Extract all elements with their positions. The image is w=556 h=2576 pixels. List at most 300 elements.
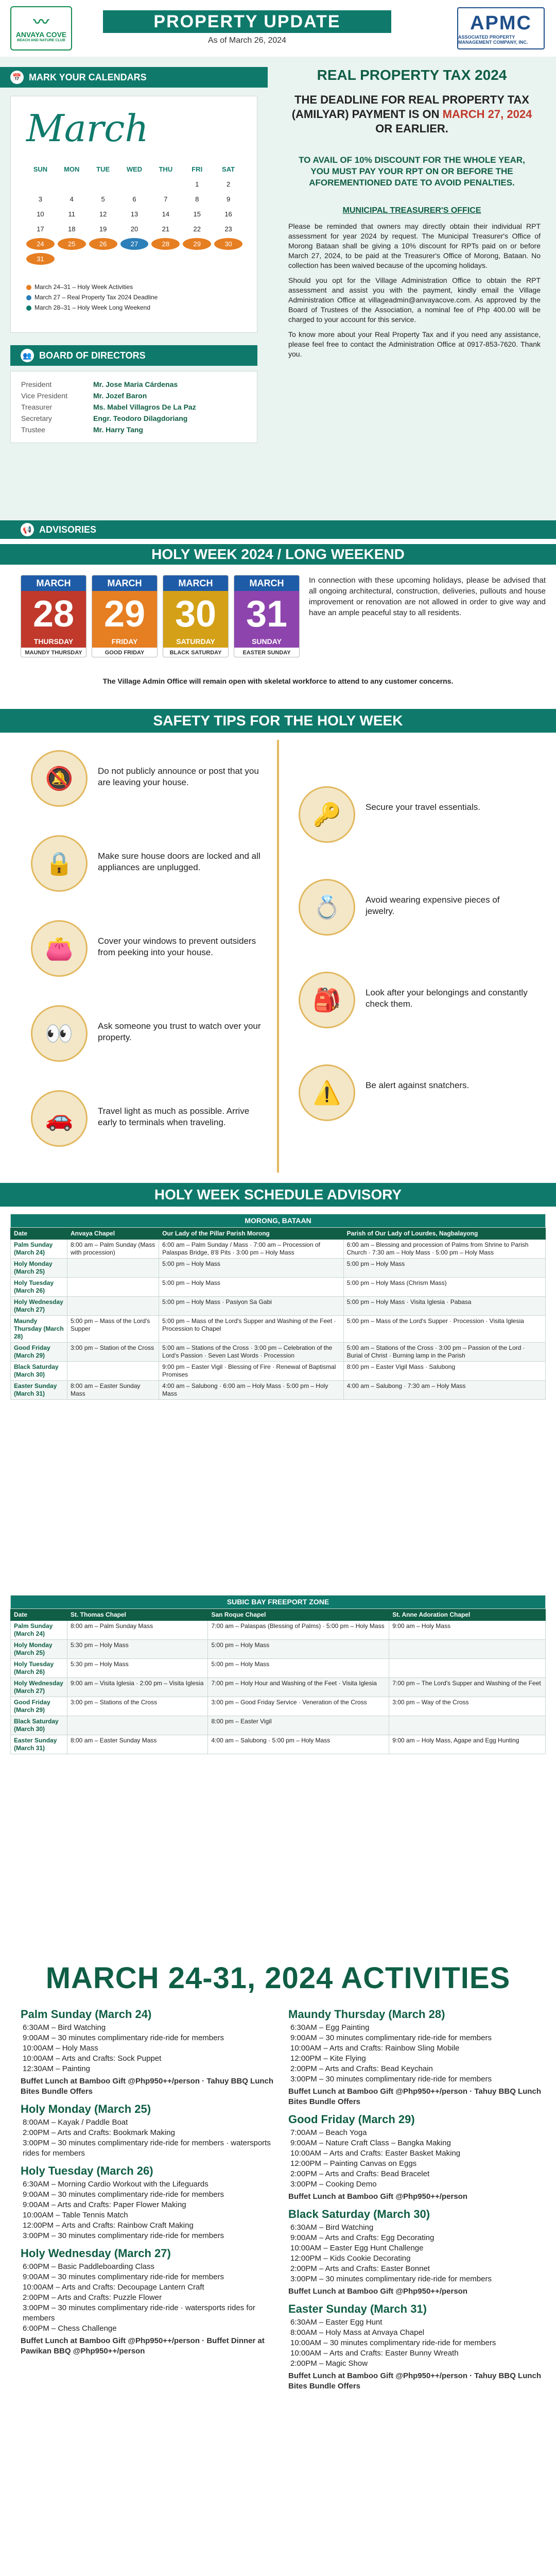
board-name: Engr. Teodoro Dilagdoriang	[93, 414, 188, 422]
board-role: President	[21, 380, 52, 388]
calendar-icon: 📅	[10, 71, 24, 84]
calendar-day: 2	[226, 180, 231, 188]
activity-item: 10:00AM – Arts and Crafts: Sock Puppet	[23, 2054, 162, 2063]
safety-tip-text: Secure your travel essentials.	[366, 802, 480, 812]
calendar-weekday: MON	[64, 165, 80, 173]
holy-day-tile	[92, 575, 158, 657]
calendar-day: 16	[224, 210, 232, 218]
activity-item: 9:00AM – Arts and Crafts: Paper Flower Making	[23, 2200, 186, 2209]
board-band: 👥 BOARD OF DIRECTORS	[10, 345, 257, 366]
table-location-row	[11, 1214, 546, 1228]
tile-month: MARCH	[163, 575, 228, 591]
table-row	[11, 1316, 546, 1343]
activity-item: 2:00PM – Arts and Crafts: Bookmark Making	[23, 2128, 175, 2137]
activity-item: 6:30AM – Bird Watching	[23, 2023, 106, 2032]
calendar-day: 31	[26, 253, 55, 265]
calendar-day	[120, 178, 149, 190]
calendar-day: 25	[58, 238, 86, 250]
table-location: SUBIC BAY FREEPORT ZONE	[11, 1596, 546, 1609]
table-date: Easter Sunday (March 31)	[11, 1735, 67, 1754]
calendar-weekday: FRI	[192, 165, 203, 173]
page-title: PROPERTY UPDATE	[103, 10, 391, 33]
table-row	[11, 1381, 546, 1400]
calendar-day	[151, 253, 180, 265]
table-row	[11, 1621, 546, 1640]
board-name: Mr. Jose Maria Cárdenas	[93, 380, 178, 388]
activity-item: 12:00PM – Kite Flying	[290, 2054, 366, 2063]
people-icon: 👥	[21, 349, 34, 362]
calendar-day	[26, 178, 55, 190]
table-date: Holy Wednesday (March 27)	[11, 1297, 67, 1316]
calendar-day: 10	[37, 210, 44, 218]
table-header-row	[11, 1609, 546, 1621]
board-role: Vice President	[21, 392, 68, 400]
table-row	[11, 1678, 546, 1697]
tile-day-number: 31	[246, 594, 288, 635]
safety-tip-text: Be alert against snatchers.	[366, 1080, 470, 1090]
table-cell: 5:00 pm – Mass of the Lord's Supper · Procession · Visita Iglesia	[343, 1316, 545, 1343]
activity-item: 9:00AM – Arts and Crafts: Egg Decorating	[290, 2233, 435, 2242]
activity-item: 10:00AM – 30 minutes complimentary ride-ride for members	[290, 2338, 496, 2347]
table-cell: 5:00 pm – Holy Mass	[208, 1659, 389, 1678]
board-member	[21, 379, 247, 390]
activity-item: 12:00PM – Kids Cookie Decorating	[290, 2254, 411, 2263]
table-header: Date	[11, 1228, 67, 1240]
safety-tip	[0, 830, 260, 892]
table-location: MORONG, BATAAN	[11, 1214, 546, 1228]
table-cell: 8:00 am – Palm Sunday (Mass with procession)	[67, 1240, 159, 1259]
table-date: Holy Tuesday (March 26)	[11, 1278, 67, 1297]
tile-day-number: 30	[175, 594, 217, 635]
calendar-day	[58, 178, 86, 190]
table-cell: 5:00 am – Stations of the Cross · 3:00 pm – Passion of the Lord · Burial of Christ · Burning lamp in the Parish	[343, 1343, 545, 1362]
holy-week-title: HOLY WEEK 2024 / LONG WEEKEND	[0, 544, 556, 565]
anvaya-logo: 〰 ANVAYA COVE BEACH AND NATURE CLUB	[10, 6, 72, 50]
calendar-day: 21	[162, 225, 170, 233]
board-role: Treasurer	[21, 403, 53, 411]
holy-week-note: The Village Admin Office will remain open with skeletal workforce to attend to any customer concerns.	[102, 677, 454, 685]
calendar-day	[89, 178, 117, 190]
table-date: Maundy Thursday (March 28)	[11, 1316, 67, 1343]
table-row	[11, 1735, 546, 1754]
activity-item: 3:00PM – Cooking Demo	[290, 2180, 377, 2189]
calendar-legend-item	[26, 302, 242, 313]
table-date: Holy Monday (March 25)	[11, 1640, 67, 1659]
activity-item: 6:00PM – Chess Challenge	[23, 2324, 117, 2333]
activity-day-title: Holy Monday (March 25)	[21, 2103, 151, 2115]
wallet-icon: 👛	[31, 920, 88, 977]
activity-item: 3:00PM – 30 minutes complimentary ride-ride for members · watersports rides for members	[23, 2139, 271, 2158]
calendar-weekday: TUE	[96, 165, 110, 173]
table-cell: 5:30 pm – Holy Mass	[67, 1659, 208, 1678]
activity-item: 3:00PM – 30 minutes complimentary ride-ride · watersports rides for members	[23, 2303, 255, 2323]
table-cell: 3:00 pm – Way of the Cross	[389, 1697, 546, 1716]
safety-tip-text: Ask someone you trust to watch over your property.	[98, 1021, 261, 1042]
activities-section	[0, 1956, 556, 2576]
table-cell: 5:00 pm – Holy Mass · Visita Iglesia · Pabasa	[343, 1297, 545, 1316]
activity-item: 6:30AM – Easter Egg Hunt	[290, 2318, 383, 2327]
activity-item: 6:30AM – Bird Watching	[290, 2223, 374, 2232]
calendar-day: 22	[193, 225, 201, 233]
calendar-day: 27	[120, 238, 149, 250]
safety-tip	[0, 745, 259, 807]
apmc-logo: APMC ASSOCIATED PROPERTY MANAGEMENT COMPANY, INC.	[457, 7, 545, 49]
activity-item: 7:00AM – Beach Yoga	[290, 2128, 367, 2137]
board-role: Secretary	[21, 414, 52, 422]
lock-icon: 🔒	[31, 835, 88, 892]
activity-item: 2:00PM – Arts and Crafts: Puzzle Flower	[23, 2293, 162, 2302]
legend-dot-icon	[26, 306, 31, 311]
subic-schedule-table	[10, 1595, 546, 1754]
tile-month: MARCH	[21, 575, 86, 591]
activity-buffet: Buffet Lunch at Bamboo Gift @Php950++/person · Tahuy BBQ Lunch Bites Bundle Offers	[21, 2077, 274, 2096]
calendar-grid	[26, 163, 242, 265]
calendar-day	[120, 253, 149, 265]
table-cell: 7:00 am – Palaspas (Blessing of Palms) · 5:00 pm – Holy Mass	[208, 1621, 389, 1640]
tax-deadline: THE DEADLINE FOR REAL PROPERTY TAX (AMILYAR) PAYMENT IS ON MARCH 27, 2024 OR EARLIER.	[291, 93, 532, 135]
table-date: Black Saturday (March 30)	[11, 1716, 67, 1735]
legend-text: March 24–31 – Holy Week Activities	[34, 283, 133, 291]
tile-month: MARCH	[92, 575, 157, 591]
safety-tip	[0, 915, 256, 977]
holy-day-tile	[163, 575, 229, 657]
schedule-section	[0, 1183, 556, 1956]
activity-item: 2:00PM – Arts and Crafts: Bead Keychain	[290, 2064, 433, 2073]
table-cell: 8:00 am – Easter Sunday Mass	[67, 1381, 159, 1400]
table-cell: 6:00 am – Palm Sunday / Mass · 7:00 am – Procession of Palaspas Bridge, 8'8 Pits · 3:00 pm – Holy Mass	[159, 1240, 343, 1259]
calendar-day: 23	[224, 225, 232, 233]
calendar-day	[214, 253, 242, 265]
board-list	[10, 371, 257, 443]
activity-item: 6:00PM – Basic Paddleboarding Class	[23, 2262, 154, 2271]
tile-month: MARCH	[234, 575, 299, 591]
safety-tip	[299, 1059, 535, 1121]
table-row	[11, 1259, 546, 1278]
activities-right-column	[288, 2002, 546, 2392]
table-header: St. Thomas Chapel	[67, 1609, 208, 1621]
table-cell: 5:00 pm – Holy Mass	[159, 1278, 343, 1297]
table-cell: 8:00 am – Palm Sunday Mass	[67, 1621, 208, 1640]
table-cell: 9:00 am – Visita Iglesia · 2:00 pm – Visita Iglesia	[67, 1678, 208, 1697]
activity-item: 3:00PM – 30 minutes complimentary ride-ride for members	[23, 2231, 224, 2240]
table-date: Good Friday (March 29)	[11, 1343, 67, 1362]
table-cell: 5:00 pm – Mass of the Lord's Supper	[67, 1316, 159, 1343]
key-icon: 🔑	[299, 786, 355, 843]
table-cell: 8:00 am – Easter Sunday Mass	[67, 1735, 208, 1754]
morong-schedule-table	[10, 1214, 546, 1400]
board-name: Mr. Harry Tang	[93, 426, 143, 434]
table-cell: 9:00 am – Holy Mass	[389, 1621, 546, 1640]
table-date: Holy Monday (March 25)	[11, 1259, 67, 1278]
table-row	[11, 1278, 546, 1297]
table-cell: 5:00 pm – Holy Mass (Chrism Mass)	[343, 1278, 545, 1297]
activity-item: 9:00AM – 30 minutes complimentary ride-ride for members	[23, 2273, 224, 2281]
table-cell: 8:00 pm – Easter Vigil Mass · Salubong	[343, 1362, 545, 1381]
car-icon: 🚗	[31, 1090, 88, 1147]
safety-tip-text: Avoid wearing expensive pieces of jewelry.	[366, 895, 500, 916]
table-cell: 5:00 am – Stations of the Cross · 3:00 pm – Celebration of the Lord's Passion · Seven Last Words · Procession	[159, 1343, 343, 1362]
mark-calendar-band: 📅 MARK YOUR CALENDARS	[0, 67, 268, 88]
calendar-card	[10, 96, 257, 333]
activity-item: 8:00AM – Kayak / Paddle Boat	[23, 2118, 128, 2127]
safety-tip	[299, 781, 535, 843]
table-cell	[67, 1278, 159, 1297]
holy-week-section	[0, 539, 556, 709]
activity-item: 10:00AM – Arts and Crafts: Rainbow Sling Mobile	[290, 2044, 460, 2053]
tile-day-number: 29	[103, 594, 146, 635]
table-date: Holy Wednesday (March 27)	[11, 1678, 67, 1697]
table-cell	[389, 1640, 546, 1659]
calendar-weekday: SUN	[33, 165, 48, 173]
calendar-day: 8	[195, 195, 199, 203]
holy-day-tile	[21, 575, 86, 657]
legend-text: March 27 – Real Property Tax 2024 Deadline	[34, 294, 158, 301]
board-member	[21, 413, 247, 424]
activity-buffet: Buffet Lunch at Bamboo Gift @Php950++/person · Tahuy BBQ Lunch Bites Bundle Offers	[288, 2087, 542, 2106]
table-header: San Roque Chapel	[208, 1609, 389, 1621]
calendar-day: 30	[214, 238, 242, 250]
table-cell: 8:00 pm – Easter Vigil	[208, 1716, 389, 1735]
table-date: Easter Sunday (March 31)	[11, 1381, 67, 1400]
calendar-day: 15	[193, 210, 201, 218]
table-row	[11, 1240, 546, 1259]
tile-label: GOOD FRIDAY	[92, 648, 157, 657]
table-cell: 3:00 pm – Stations of the Cross	[67, 1697, 208, 1716]
calendar-day: 13	[130, 210, 138, 218]
safety-title: SAFETY TIPS FOR THE HOLY WEEK	[0, 709, 556, 733]
calendar-weekday: THU	[159, 165, 173, 173]
activity-item: 6:30AM – Morning Cardio Workout with the Lifeguards	[23, 2180, 208, 2189]
table-header: St. Anne Adoration Chapel	[389, 1609, 546, 1621]
tile-day-number: 28	[32, 594, 75, 635]
activity-item: 12:30AM – Painting	[23, 2064, 90, 2073]
table-header-row	[11, 1228, 546, 1240]
table-cell: 5:00 pm – Holy Mass	[159, 1259, 343, 1278]
activity-item: 9:00AM – 30 minutes complimentary ride-ride for members	[23, 2190, 224, 2199]
board-member	[21, 424, 247, 435]
table-cell	[67, 1259, 159, 1278]
table-date: Palm Sunday (March 24)	[11, 1621, 67, 1640]
tax-title: REAL PROPERTY TAX 2024	[317, 67, 507, 83]
calendar-day: 11	[68, 210, 76, 218]
schedule-title: HOLY WEEK SCHEDULE ADVISORY	[0, 1183, 556, 1207]
alert-icon: ⚠️	[299, 1064, 355, 1121]
table-date: Black Saturday (March 30)	[11, 1362, 67, 1381]
calendar-day: 26	[89, 238, 117, 250]
table-cell	[67, 1362, 159, 1381]
safety-tip	[299, 967, 535, 1028]
activity-item: 8:00AM – Holy Mass at Anvaya Chapel	[290, 2328, 425, 2337]
activity-item: 12:00PM – Painting Canvas on Eggs	[290, 2159, 417, 2168]
table-cell: 7:00 pm – Holy Hour and Washing of the Feet · Visita Iglesia	[208, 1678, 389, 1697]
activity-buffet: Buffet Lunch at Bamboo Gift @Php950++/person · Buffet Dinner at Pawikan BBQ @Php950++/person	[21, 2336, 265, 2355]
tax-discount-note: TO AVAIL OF 10% DISCOUNT FOR THE WHOLE YEAR, YOU MUST PAY YOUR RPT ON OR BEFORE THE AFOREMENTIONED DATE TO AVOID PENALTIES.	[299, 155, 525, 188]
calendar-month: March	[26, 107, 149, 150]
tile-label: BLACK SATURDAY	[163, 648, 228, 657]
legend-dot-icon	[26, 295, 31, 300]
calendar-legend	[26, 282, 242, 313]
calendar-day: 17	[37, 225, 44, 233]
header	[0, 0, 556, 57]
table-cell	[389, 1716, 546, 1735]
calendar-day	[151, 178, 180, 190]
tile-weekday: THURSDAY	[33, 637, 74, 646]
calendar-day: 5	[101, 195, 105, 203]
eye-icon: 👀	[31, 1005, 88, 1062]
board-role: Trustee	[21, 426, 45, 434]
tax-body: Please be reminded that owners may directly obtain their individual RPT assessment for year 2024 by request. The Municipal Treasurer's Office of Morong Bataan shall be giving a 10% discount for RPTs paid on or before March 27, 2024, to be paid at the Treasurer's Office of Morong, Bataan. No collection has been waived because of the upcoming holidays. Should you opt for the Village Administration Office to obtain the RPT assessment and assist you with the payment, kindly email the Village Administration Office at villageadmin@anvayacove.com. As approved by the Board of Trustees of the Association, a nominal fee of Php 400.00 will be charged to your account for this service. To know more about your Real Property Tax and if you need any assistance, please feel free to contact the Administration Office at 0917-853-7620. Thank you.	[288, 222, 541, 358]
table-row	[11, 1716, 546, 1735]
safety-tip	[0, 1000, 261, 1062]
calendar-day: 28	[151, 238, 180, 250]
activity-item: 2:00PM – Arts and Crafts: Bead Bracelet	[290, 2170, 430, 2178]
activities-title: MARCH 24-31, 2024 ACTIVITIES	[45, 1961, 511, 1995]
activity-item: 10:00AM – Holy Mass	[23, 2044, 98, 2053]
activity-day-title: Palm Sunday (March 24)	[21, 2008, 152, 2021]
holy-week-text: In connection with these upcoming holidays, please be advised that all ongoing architectural, construction, deliveries, pullouts and house improvement or renovation are not allowed in order to give way and have an ample peaceful stay to all residents.	[309, 576, 546, 617]
table-cell: 4:00 am – Salubong · 5:00 pm – Holy Mass	[208, 1735, 389, 1754]
table-row	[11, 1297, 546, 1316]
legend-dot-icon	[26, 285, 31, 290]
tile-weekday: FRIDAY	[111, 637, 138, 646]
activities-left-column	[21, 2002, 278, 2357]
megaphone-icon: 📢	[21, 523, 34, 536]
tile-label: MAUNDY THURSDAY	[21, 648, 86, 657]
table-row	[11, 1362, 546, 1381]
calendar-tax-section	[0, 57, 556, 520]
table-cell	[389, 1659, 546, 1678]
table-row	[11, 1659, 546, 1678]
tile-weekday: SATURDAY	[176, 637, 215, 646]
activity-day-title: Holy Tuesday (March 26)	[21, 2164, 153, 2177]
calendar-day: 1	[195, 180, 199, 188]
safety-divider	[277, 740, 279, 1173]
activity-day-title: Maundy Thursday (March 28)	[288, 2008, 445, 2021]
calendar-weekday: SAT	[222, 165, 235, 173]
table-cell: 5:00 pm – Holy Mass	[343, 1259, 545, 1278]
table-date: Palm Sunday (March 24)	[11, 1240, 67, 1259]
calendar-day: 19	[99, 225, 107, 233]
calendar-day: 18	[68, 225, 76, 233]
calendar-day	[183, 253, 211, 265]
calendar-weekday: WED	[126, 165, 143, 173]
table-cell: 5:00 pm – Mass of the Lord's Supper and Washing of the Feet · Procession to Chapel	[159, 1316, 343, 1343]
activity-item: 9:00AM – 30 minutes complimentary ride-ride for members	[23, 2033, 224, 2042]
table-cell: 9:00 pm – Easter Vigil · Blessing of Fire · Renewal of Baptismal Promises	[159, 1362, 343, 1381]
holy-day-tile	[234, 575, 300, 657]
calendar-day: 12	[99, 210, 107, 218]
safety-tip	[0, 1085, 250, 1147]
table-cell: 5:00 pm – Holy Mass	[208, 1640, 389, 1659]
calendar-day	[89, 253, 117, 265]
activity-item: 3:00PM – 30 minutes complimentary ride-ride for members	[290, 2075, 492, 2083]
table-cell	[67, 1716, 208, 1735]
tax-subtitle: MUNICIPAL TREASURER'S OFFICE	[342, 206, 481, 215]
table-date: Holy Tuesday (March 26)	[11, 1659, 67, 1678]
calendar-day: 29	[183, 238, 211, 250]
gem-icon: 💍	[299, 879, 355, 936]
legend-text: March 28–31 – Holy Week Long Weekend	[34, 304, 151, 311]
table-header: Anvaya Chapel	[67, 1228, 159, 1240]
table-header: Date	[11, 1609, 67, 1621]
activity-item: 6:30AM – Egg Painting	[290, 2023, 370, 2032]
board-member	[21, 401, 247, 413]
table-cell: 3:00 pm – Station of the Cross	[67, 1343, 159, 1362]
activity-item: 10:00AM – Arts and Crafts: Easter Bunny Wreath	[290, 2349, 459, 2358]
calendar-day: 9	[226, 195, 231, 203]
activity-item: 10:00AM – Table Tennis Match	[23, 2211, 128, 2219]
table-cell: 4:00 am – Salubong · 7:30 am – Holy Mass	[343, 1381, 545, 1400]
board-name: Mr. Jozef Baron	[93, 392, 147, 400]
calendar-legend-item	[26, 282, 242, 292]
table-cell: 5:30 pm – Holy Mass	[67, 1640, 208, 1659]
table-cell: 7:00 pm – The Lord's Supper and Washing of the Feet	[389, 1678, 546, 1697]
activity-item: 9:00AM – Nature Craft Class – Bangka Making	[290, 2139, 451, 2147]
activity-item: 10:00AM – Arts and Crafts: Decoupage Lantern Craft	[23, 2283, 204, 2292]
table-cell	[67, 1297, 159, 1316]
activity-day-title: Holy Wednesday (March 27)	[21, 2247, 171, 2260]
safety-tip-text: Do not publicly announce or post that you are leaving your house.	[98, 766, 259, 787]
calendar-day	[58, 253, 86, 265]
table-cell: 4:00 am – Salubong · 6:00 am – Holy Mass · 5:00 pm – Holy Mass	[159, 1381, 343, 1400]
calendar-day: 7	[164, 195, 168, 203]
activity-buffet: Buffet Lunch at Bamboo Gift @Php950++/person	[288, 2192, 467, 2201]
safety-tip	[299, 874, 535, 936]
tile-label: EASTER SUNDAY	[234, 648, 299, 657]
activity-day-title: Good Friday (March 29)	[288, 2113, 415, 2126]
activity-item: 3:00PM – 30 minutes complimentary ride-ride for members	[290, 2275, 492, 2283]
safety-tip-text: Look after your belongings and constantly check them.	[366, 988, 528, 1009]
safety-tip-text: Cover your windows to prevent outsiders from peeking into your house.	[98, 936, 256, 957]
safety-tip-text: Travel light as much as possible. Arrive early to terminals when traveling.	[98, 1106, 250, 1127]
activity-buffet: Buffet Lunch at Bamboo Gift @Php950++/person · Tahuy BBQ Lunch Bites Bundle Offers	[288, 2371, 542, 2391]
calendar-day: 24	[26, 238, 55, 250]
board-member	[21, 390, 247, 401]
activity-item: 2:00PM – Arts and Crafts: Easter Bonnet	[290, 2264, 430, 2273]
table-header: Parish of Our Lady of Lourdes, Nagbalayong	[343, 1228, 545, 1240]
safety-tip-text: Make sure house doors are locked and all appliances are unplugged.	[98, 851, 260, 872]
advisories-band: 📢 ADVISORIES	[0, 520, 556, 539]
table-location-row	[11, 1596, 546, 1609]
calendar-day: 20	[130, 225, 138, 233]
table-cell: 5:00 pm – Holy Mass · Pasiyon Sa Gabi	[159, 1297, 343, 1316]
activity-item: 10:00AM – Easter Egg Hunt Challenge	[290, 2244, 424, 2252]
tile-weekday: SUNDAY	[252, 637, 282, 646]
activity-day-title: Black Saturday (March 30)	[288, 2208, 430, 2221]
table-row	[11, 1697, 546, 1716]
table-cell: 3:00 pm – Good Friday Service · Veneration of the Cross	[208, 1697, 389, 1716]
safety-tips-section	[0, 709, 556, 1183]
calendar-day: 14	[162, 210, 170, 218]
table-row	[11, 1343, 546, 1362]
calendar-legend-item	[26, 292, 242, 302]
bell-icon: 🔕	[31, 750, 88, 807]
table-row	[11, 1640, 546, 1659]
calendar-day: 6	[132, 195, 136, 203]
table-cell: 9:00 am – Holy Mass, Agape and Egg Hunting	[389, 1735, 546, 1754]
bag-icon: 🎒	[299, 972, 355, 1028]
table-date: Good Friday (March 29)	[11, 1697, 67, 1716]
activity-buffet: Buffet Lunch at Bamboo Gift @Php950++/person	[288, 2287, 467, 2296]
board-name: Ms. Mabel Villagros De La Paz	[93, 403, 196, 411]
table-cell: 6:00 am – Blessing and procession of Palms from Shrine to Parish Church · 7:30 am – Holy Mass · 5:00 pm – Holy Mass	[343, 1240, 545, 1259]
calendar-day: 3	[38, 195, 43, 203]
page-date: As of March 26, 2024	[207, 36, 287, 45]
table-header: Our Lady of the Pillar Parish Morong	[159, 1228, 343, 1240]
activity-item: 9:00AM – 30 minutes complimentary ride-ride for members	[290, 2033, 492, 2042]
calendar-day: 4	[70, 195, 74, 203]
activity-day-title: Easter Sunday (March 31)	[288, 2302, 427, 2315]
